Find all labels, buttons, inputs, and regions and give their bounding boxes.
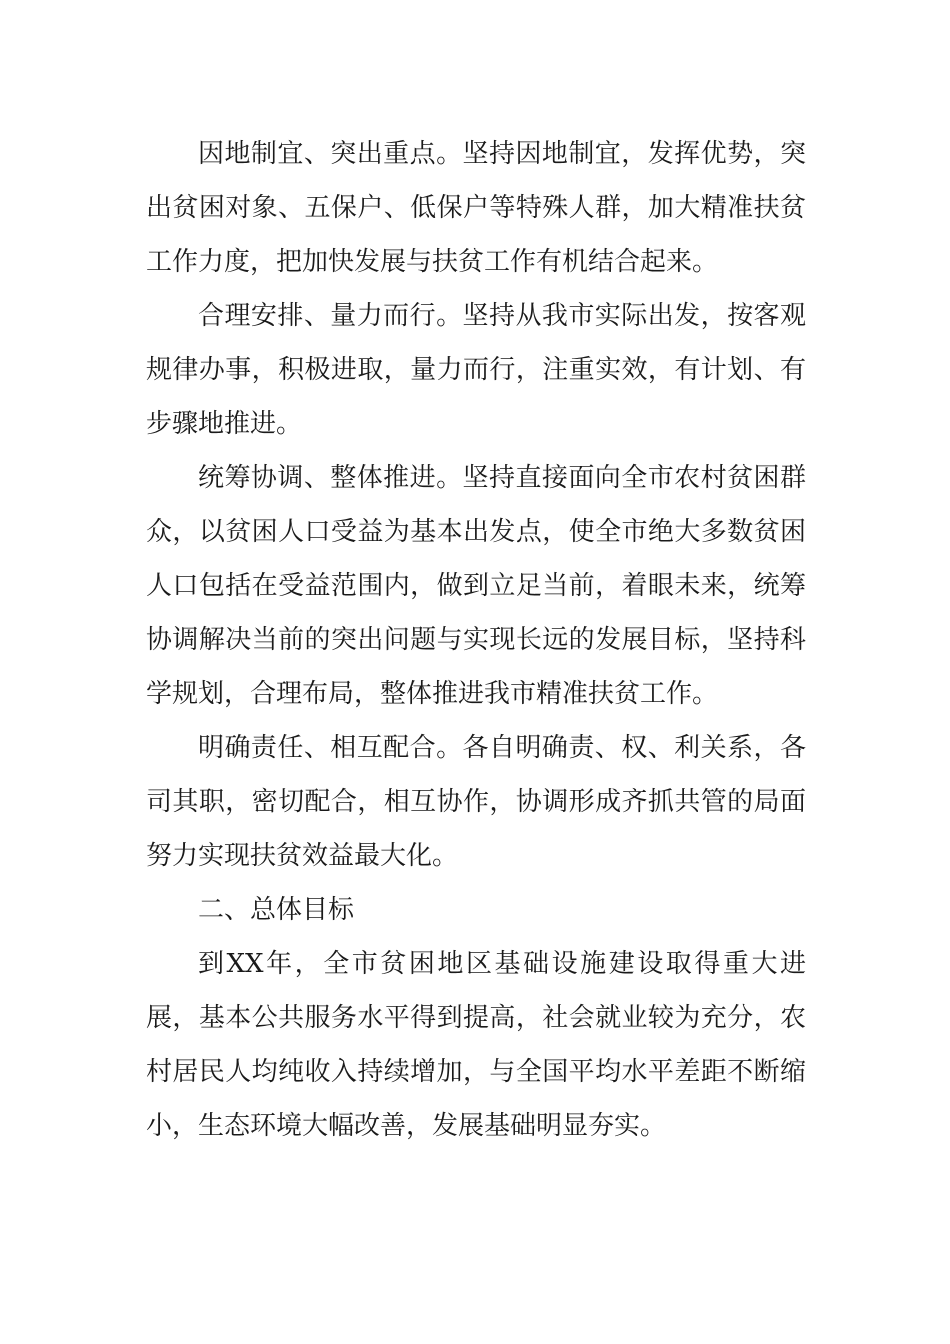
- document-body: [146, 127, 806, 1153]
- section-heading-overall-goals: 二、总体目标: [198, 895, 355, 925]
- paragraph-overall-goals: 到XX年，全市贫困地区基础设施建设取得重大进展，基本公共服务水平得到提高，社会就业较为充分，农村居民人均纯收入持续增加，与全国平均水平差距不断缩小，生态环境大幅改善，发展基础明显夯实。: [146, 949, 806, 1141]
- paragraph-principle-reasonable-arrangement: 合理安排、量力而行。坚持从我市实际出发，按客观规律办事，积极进取，量力而行，注重实效，有计划、有步骤地推进。: [146, 301, 806, 439]
- paragraph-principle-clear-responsibility: 明确责任、相互配合。各自明确责、权、利关系，各司其职，密切配合，相互协作，协调形成齐抓共管的局面努力实现扶贫效益最大化。: [146, 733, 806, 871]
- paragraph-principle-local-conditions: 因地制宜、突出重点。坚持因地制宜，发挥优势，突出贫困对象、五保户、低保户等特殊人群，加大精准扶贫工作力度，把加快发展与扶贫工作有机结合起来。: [146, 139, 806, 277]
- paragraph-principle-overall-coordination: 统筹协调、整体推进。坚持直接面向全市农村贫困群众，以贫困人口受益为基本出发点，使全市绝大多数贫困人口包括在受益范围内，做到立足当前，着眼未来，统筹协调解决当前的突出问题与实现长远的发展目标，坚持科学规划，合理布局，整体推进我市精准扶贫工作。: [146, 463, 806, 709]
